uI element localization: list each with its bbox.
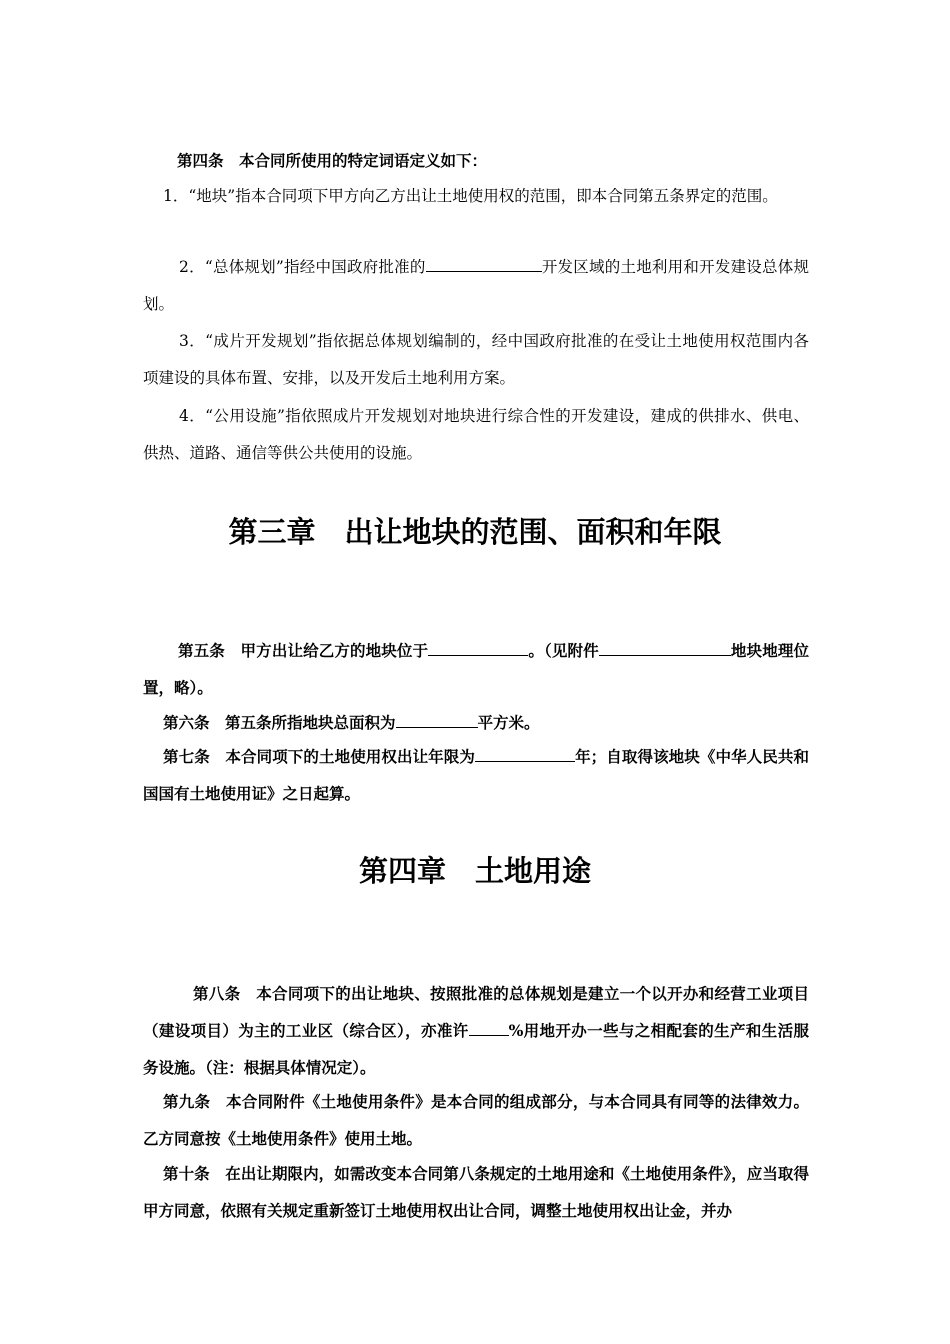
chapter-4-heading: 第四章 土地用途 (358, 854, 591, 888)
article-5 (143, 632, 809, 706)
chapter-3-heading: 第三章 出让地块的范围、面积和年限 (228, 515, 722, 549)
article-4-item-1: 1．“地块”指本合同项下甲方向乙方出让土地使用权的范围，即本合同第五条界定的范围。 (163, 187, 778, 205)
blank-field (599, 640, 731, 656)
article-4-item-4: 4．“公用设施”指依照成片开发规划对地块进行综合性的开发建设，建成的供排水、供电、供热、道路、通信等供公共使用的设施。 (143, 407, 809, 462)
article-7-text-b: 年；自取得该地块《中华人民共和国国有土地使用证》之日起算。 (143, 747, 809, 803)
article-4-item-2-text-a: 2．“总体规划”指经中国政府批准的 (179, 258, 426, 276)
article-10: 第十条 在出让期限内，如需改变本合同第八条规定的土地用途和《土地使用条件》，应当取得甲方同意，依照有关规定重新签订土地使用权出让合同，调整土地使用权出让金，并办 (143, 1164, 809, 1220)
article-5-text-a: 第五条 甲方出让给乙方的地块位于 (178, 641, 429, 660)
article-7 (143, 738, 809, 812)
article-6 (143, 704, 809, 741)
article-8-text-b: %用地开办一些与之相配套的生产和生活服务设施。（注：根据具体情况定）。 (143, 1021, 809, 1077)
blank-field (469, 1020, 509, 1036)
blank-field (426, 256, 542, 272)
article-6-text-b: 平方米。 (477, 713, 540, 732)
article-4-item-3: 3．“成片开发规划”指依据总体规划编制的，经中国政府批准的在受让土地使用权范围内各项建设的具体布置、安排，以及开发后土地利用方案。 (143, 332, 809, 387)
article-4-item-2-text-b: 开发区域的土地利用和开发建设总体规划。 (143, 258, 809, 313)
blank-field (396, 712, 478, 728)
blank-field (475, 746, 575, 762)
article-5-text-b: 。（见附件 (528, 641, 599, 660)
article-5-text-c: 地块地理位置，略）。 (143, 641, 809, 697)
article-4-item-2 (143, 249, 809, 323)
article-9: 第九条 本合同附件《土地使用条件》是本合同的组成部分，与本合同具有同等的法律效力。乙方同意按《土地使用条件》使用土地。 (143, 1092, 809, 1148)
article-8 (143, 975, 809, 1086)
article-8-text-a: 第八条 本合同项下的出让地块、按照批准的总体规划是建立一个以开办和经营工业项目（建设项目）为主的工业区（综合区），亦准许 (143, 984, 809, 1040)
article-7-text-a: 第七条 本合同项下的土地使用权出让年限为 (163, 747, 475, 766)
blank-field (428, 640, 528, 656)
article-6-text-a: 第六条 第五条所指地块总面积为 (163, 713, 396, 732)
article-4-title: 第四条 本合同所使用的特定词语定义如下： (177, 151, 488, 170)
